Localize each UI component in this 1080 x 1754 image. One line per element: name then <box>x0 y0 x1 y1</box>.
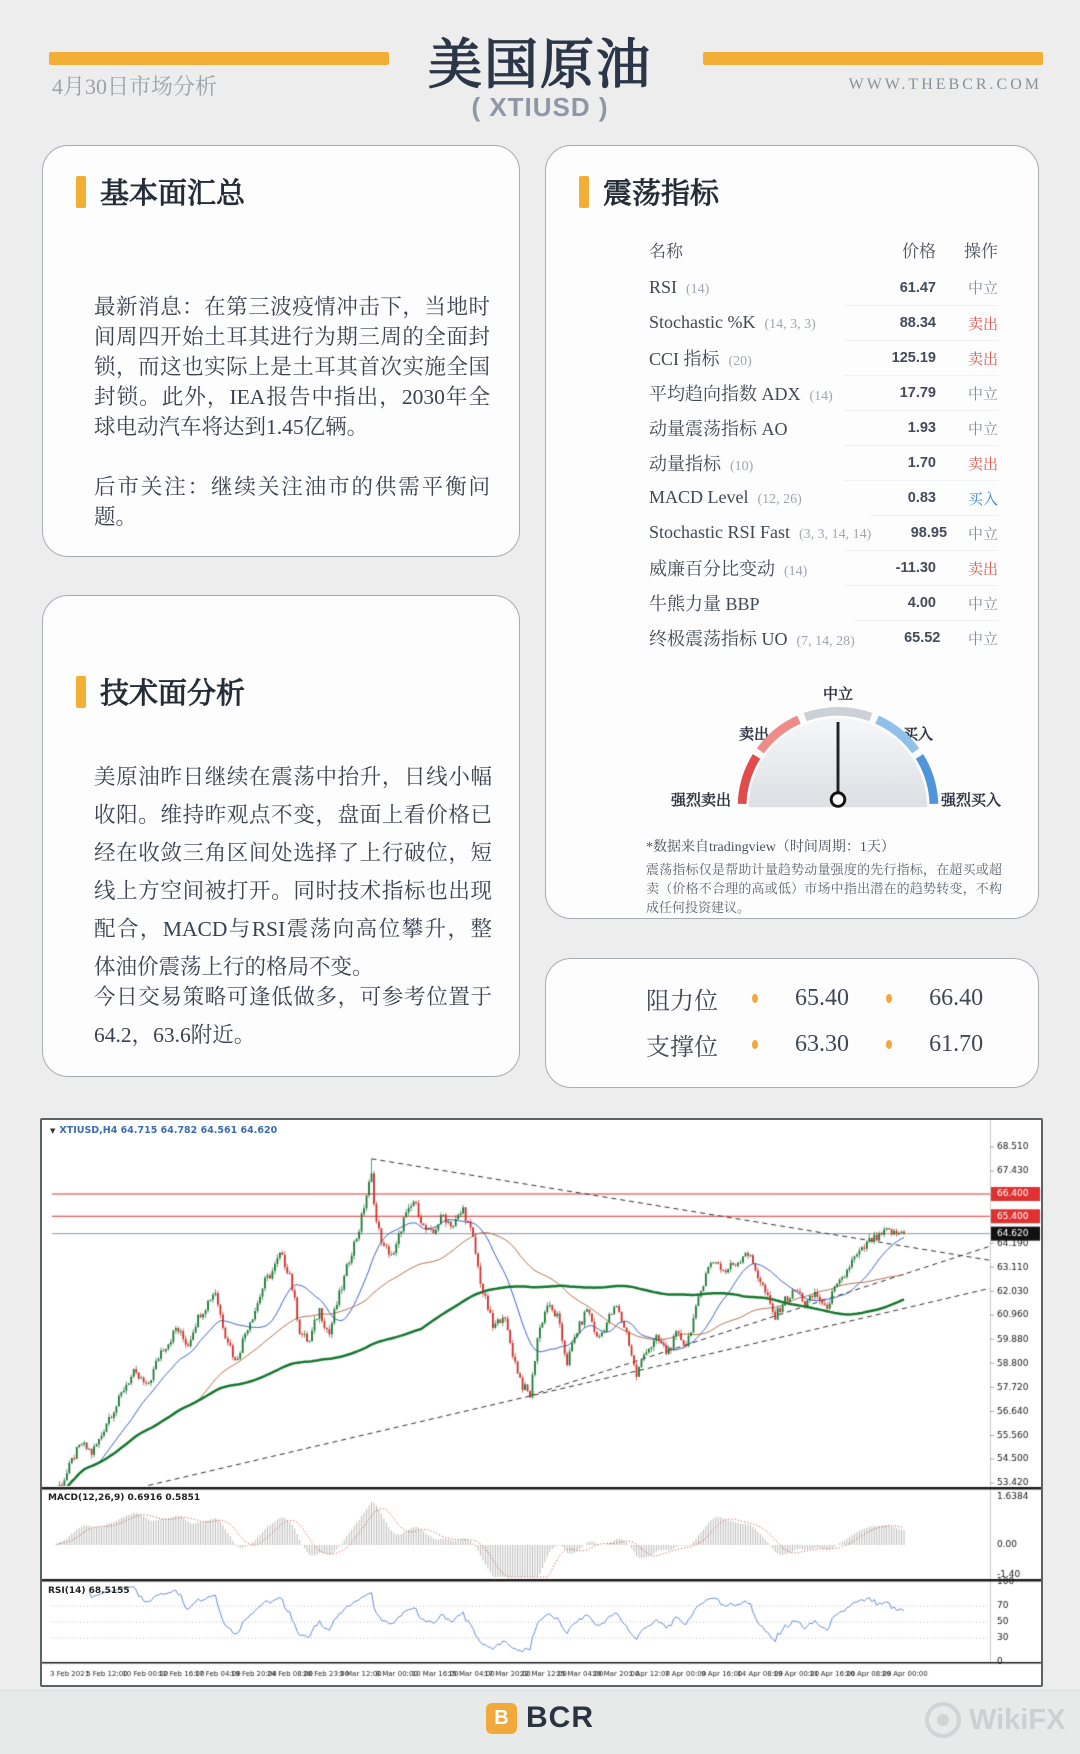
fundamental-card <box>42 145 520 557</box>
gauge-dial <box>718 689 958 817</box>
technical-paragraph-1: 美原油昨日继续在震荡中抬升，日线小幅收阳。维持昨观点不变，盘面上看价格已经在收敛三角区间处选择了上行破位，短线上方空间被打开。同时技术指标也出现配合，MACD与RSI震荡向高位攀升，整体油价震荡上行的格局不变。 <box>94 765 492 979</box>
indicator-row <box>649 480 998 515</box>
indicator-table-header <box>649 234 998 264</box>
rsi-panel-label: RSI(14) 68.5155 <box>48 1586 130 1596</box>
indicator-row <box>649 550 998 585</box>
indicator-name: CCI 指标 (20) <box>649 348 752 369</box>
oscillator-title-row <box>579 171 719 212</box>
indicator-price: 65.52 <box>855 620 941 656</box>
indicator-row <box>649 270 998 305</box>
macd-panel-label: MACD(12,26,9) 0.6916 0.5851 <box>48 1493 201 1503</box>
section-marker-icon <box>76 676 86 708</box>
indicator-params: (14) <box>784 563 808 579</box>
support-value-1: 63.30 <box>794 1031 849 1057</box>
oscillator-title: 震荡指标 <box>603 178 720 210</box>
indicator-name: 威廉百分比变动 (14) <box>649 558 808 579</box>
camera-icon <box>925 1702 961 1738</box>
indicator-row <box>649 515 998 550</box>
sentiment-gauge <box>601 683 1071 823</box>
indicator-price: -11.30 <box>844 550 936 586</box>
gauge-label-buy: 买入 <box>902 726 933 743</box>
indicator-params: (10) <box>730 458 754 474</box>
oscillator-card <box>545 145 1039 919</box>
fundamental-title-row <box>76 171 245 212</box>
indicator-name: 动量指标 (10) <box>649 453 754 474</box>
indicator-action: 卖出 <box>936 445 998 481</box>
indicator-price: 1.70 <box>844 445 936 481</box>
indicator-price: 0.83 <box>844 480 936 516</box>
section-marker-icon <box>579 176 589 208</box>
indicator-name: 动量震荡指标 AO <box>649 418 788 439</box>
support-row <box>646 1027 998 1062</box>
chart-symbol-dropdown-icon: ▼ <box>50 1126 56 1135</box>
indicator-action: 卖出 <box>936 550 998 586</box>
indicator-params: (12, 26) <box>757 492 802 507</box>
candlestick-chart <box>42 1120 1041 1685</box>
column-action: 操作 <box>964 241 998 261</box>
resistance-row <box>646 981 998 1016</box>
brand-name: BCR <box>526 1701 594 1734</box>
indicator-name: MACD Level (12, 26) <box>649 487 802 507</box>
chart-ohlc-title: XTIUSD,H4 64.715 64.782 64.561 64.620 <box>59 1125 278 1136</box>
indicator-action: 中立 <box>936 375 998 411</box>
indicator-price: 61.47 <box>899 279 936 296</box>
indicator-row <box>649 585 998 620</box>
technical-title-row <box>76 671 245 712</box>
indicator-name: RSI (14) <box>649 277 710 297</box>
indicator-price: 17.79 <box>844 375 936 411</box>
indicator-row <box>649 445 998 480</box>
column-price: 价格 <box>902 241 936 261</box>
gauge-label-sell: 卖出 <box>739 726 770 743</box>
fundamental-title: 基本面汇总 <box>100 178 246 210</box>
watermark-text: WikiFX <box>969 1703 1066 1736</box>
indicator-row <box>649 305 998 340</box>
wikifx-watermark <box>925 1702 1065 1738</box>
bullet-dot-icon <box>886 994 892 1003</box>
indicator-table-body <box>649 270 998 655</box>
indicator-action: 中立 <box>936 585 998 621</box>
page-title: 美国原油 <box>428 35 652 95</box>
indicator-row <box>649 410 998 445</box>
report-date: 4月30日市场分析 <box>52 74 218 99</box>
indicator-row <box>649 375 998 410</box>
indicator-row <box>649 620 998 655</box>
fundamental-paragraph-1: 最新消息：在第三波疫情冲击下，当地时间周四开始土耳其进行为期三周的全面封锁，而这也实际上是土耳其首次实施全国封锁。此外，IEA报告中指出，2030年全球电动汽车将达到1.45亿辆。 <box>94 295 490 439</box>
indicator-row <box>649 340 998 375</box>
technical-paragraph-2: 今日交易策略可逢低做多，可参考位置于64.2，63.6附近。 <box>94 985 492 1047</box>
bcr-logo-icon: B <box>486 1703 517 1734</box>
indicator-params: (20) <box>728 353 752 369</box>
fundamental-paragraph-2: 后市关注：继续关注油市的供需平衡问题。 <box>94 475 490 529</box>
gauge-label-strong-buy: 强烈买入 <box>940 792 1001 809</box>
gauge-needle-hub <box>831 793 845 807</box>
resistance-value-1: 65.40 <box>794 985 849 1011</box>
chart-title-row <box>50 1125 277 1136</box>
indicator-action: 中立 <box>967 280 998 297</box>
indicator-params: (14) <box>686 282 710 297</box>
disclaimer-text: 震荡指标仅是帮助计量趋势动量强度的先行指标，在超买或超卖（价格不合理的高或低）市场中指出潜在的趋势转变，不构成任何投资建议。 <box>646 862 1002 915</box>
indicator-action: 卖出 <box>936 340 998 376</box>
indicator-action: 中立 <box>947 515 998 551</box>
indicator-params: (7, 14, 28) <box>796 633 855 649</box>
data-source-note: *数据来自tradingview（时间周期：1天） <box>646 840 895 855</box>
indicator-name: 平均趋向指数 ADX (14) <box>649 383 833 404</box>
indicator-name: Stochastic %K (14, 3, 3) <box>649 312 816 332</box>
resistance-value-2: 66.40 <box>929 985 984 1011</box>
indicator-params: (3, 3, 14, 14) <box>799 527 872 542</box>
indicator-action: 中立 <box>940 620 998 656</box>
support-label: 支撑位 <box>646 1035 718 1061</box>
bullet-dot-icon <box>752 1040 758 1049</box>
levels-card <box>545 958 1039 1088</box>
indicator-price: 98.95 <box>871 515 947 551</box>
indicator-name: 终极震荡指标 UO (7, 14, 28) <box>649 628 855 649</box>
resistance-label: 阻力位 <box>646 989 718 1015</box>
bullet-dot-icon <box>886 1040 892 1049</box>
section-marker-icon <box>76 176 86 208</box>
symbol-subtitle: ( XTIUSD ) <box>471 92 609 122</box>
gauge-label-strong-sell: 强烈卖出 <box>671 792 732 809</box>
website-link[interactable]: WWW.THEBCR.COM <box>848 76 1042 93</box>
brand-logo <box>0 1701 1080 1735</box>
technical-title: 技术面分析 <box>100 678 246 710</box>
technical-card <box>42 595 520 1077</box>
indicator-price: 1.93 <box>844 410 936 446</box>
indicator-action: 中立 <box>936 410 998 446</box>
indicator-name: Stochastic RSI Fast (3, 3, 14, 14) <box>649 522 872 542</box>
gauge-label-neutral: 中立 <box>822 686 853 703</box>
indicator-price: 125.19 <box>844 340 936 376</box>
indicator-price: 4.00 <box>844 585 936 621</box>
support-value-2: 61.70 <box>929 1031 984 1057</box>
column-name: 名称 <box>649 241 683 261</box>
indicator-params: (14, 3, 3) <box>764 317 816 332</box>
indicator-name: 牛熊力量 BBP <box>649 593 760 614</box>
bullet-dot-icon <box>752 994 758 1003</box>
indicator-params: (14) <box>809 388 833 404</box>
indicator-action: 买入 <box>936 480 998 516</box>
indicator-price: 88.34 <box>844 305 936 341</box>
indicator-action: 卖出 <box>936 305 998 341</box>
